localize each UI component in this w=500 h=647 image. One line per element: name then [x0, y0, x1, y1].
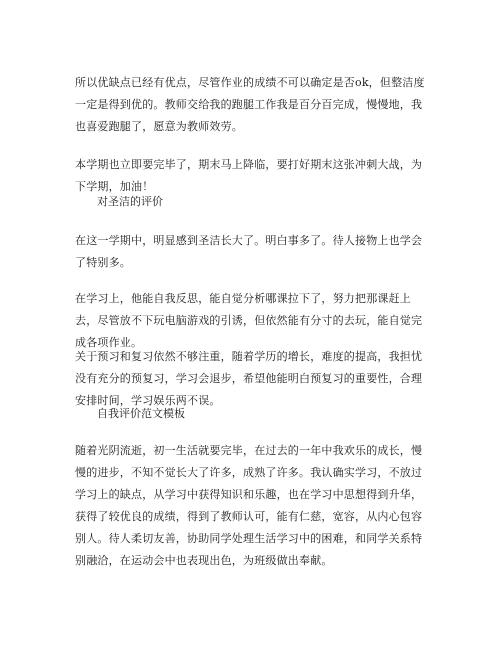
paragraph-preview-review: 关于预习和复习依然不够注重，随着学历的增长，难度的提高，我担忧没有充分的预复习，学习会退步，希望他能明白预复习的重要性，合理安排时间，学习娱乐两不误。 [75, 350, 423, 407]
paragraph-strengths: 所以优缺点已经有优点，尽管作业的成绩不可以确定是否ok，但整洁度一定是得到优的。教师交给我的跑腿工作我是百分百完成，慢慢地，我也喜爱跑腿了，愿意为教师效劳。 [75, 76, 425, 133]
paragraph-semester-end: 本学期也立即要完毕了，期末马上降临，要打好期末这张冲刺大战，为下学期，加油！ [75, 158, 423, 193]
paragraph-self-evaluation: 随着光阴流逝，初一生活就要完毕，在过去的一年中我欢乐的成长，慢慢的进步，不知不觉长大了许多，成熟了许多。我认确实学习，不放过学习上的缺点，从学习中获得知识和乐趣，也在学习中思想得到升华，获得了较优良的成绩，得到了教师认可，能有仁慈，宽容，从内心包容别人。待人柔切友善，协助同学处理生活学习中的困难，和同学关系特别融洽，在运动会中也表现出色，为班级做出奉献。 [75, 444, 423, 567]
paragraph-growth: 在这一学期中，明显感到圣洁长大了。明白事多了。待人接物上也学会了特别多。 [75, 234, 423, 269]
section-heading-template: 自我评价范文模板 [97, 407, 185, 420]
paragraph-study-reflection: 在学习上，他能自我反思，能自觉分析哪课拉下了，努力把那课赶上去，尽管放不下玩电脑游戏的引诱，但依然能有分寸的去玩，能自觉完成各项作业。 [75, 292, 423, 349]
section-heading-evaluation: 对圣洁的评价 [97, 195, 163, 208]
